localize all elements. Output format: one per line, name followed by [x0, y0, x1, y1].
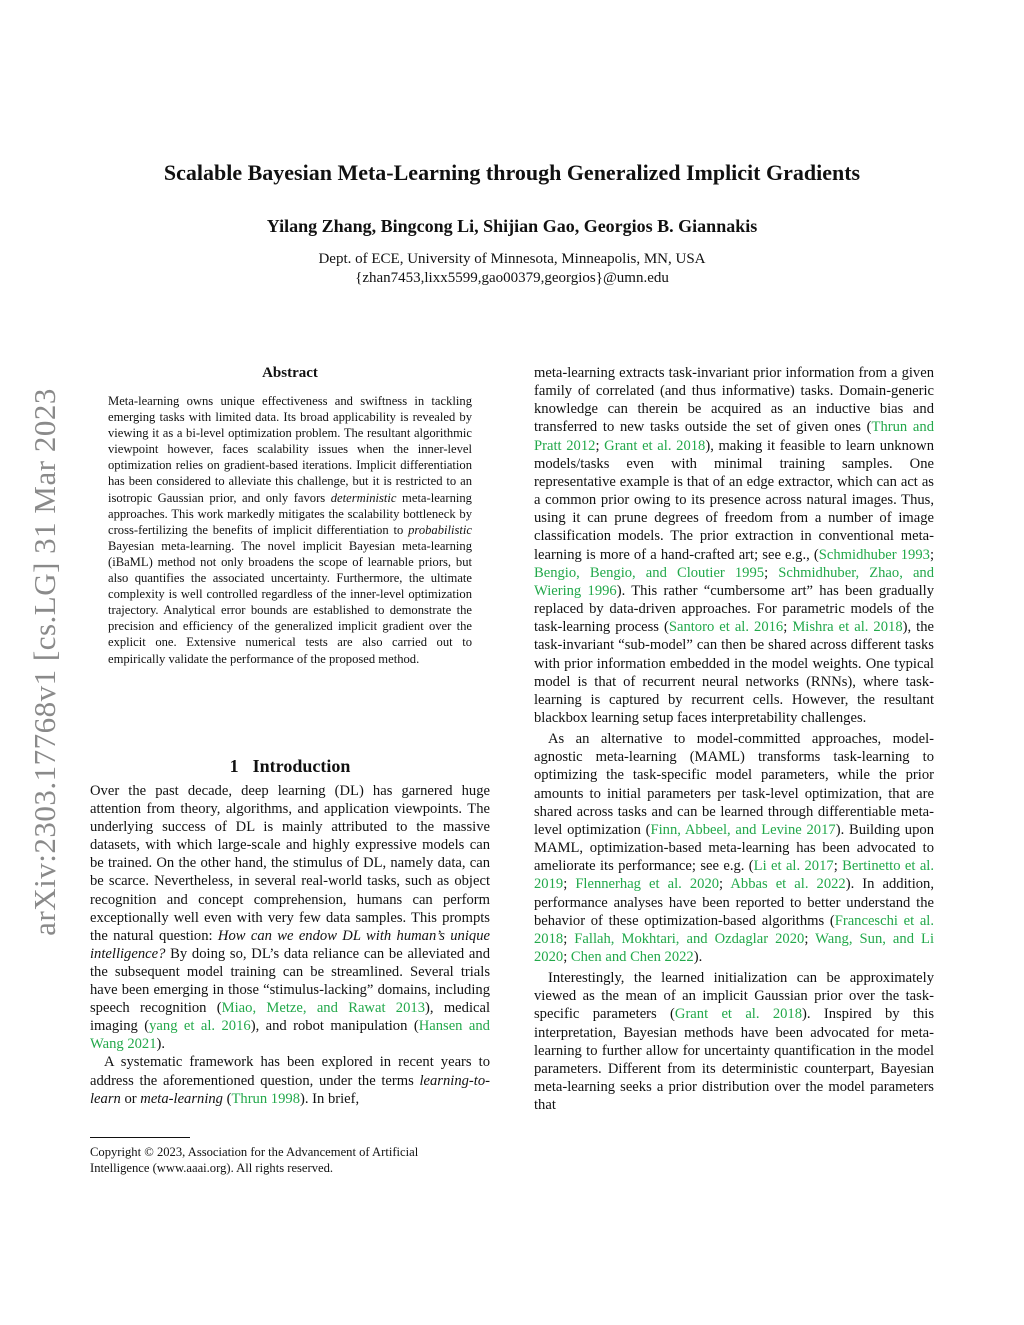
footnote-rule [90, 1137, 190, 1138]
section-heading-introduction [90, 756, 490, 777]
citation-link[interactable]: Chen and Chen 2022 [570, 949, 694, 965]
arxiv-stamp [27, 352, 63, 972]
citation-link[interactable]: Fallah, Mokhtari, and Ozdaglar 2020 [574, 930, 805, 947]
section-title: Introduction [252, 756, 351, 776]
author-list: Yilang Zhang, Bingcong Li, Shijian Gao, Georgios B. Giannakis [266, 216, 758, 236]
left-column-body [90, 782, 490, 1108]
citation-link[interactable]: Bengio, Bengio, and Cloutier 1995 [534, 564, 765, 581]
citation-link[interactable]: Schmidhuber, Zhao, and Wiering 1996 [534, 564, 935, 599]
emphasis: deterministic [330, 490, 397, 505]
paragraph: meta-learning extracts task-invariant prior information from a given family of correlated (and thus informative) tasks. Domain-generic knowledge can therein be acquired as an inductive bias and transferred to new tasks outside the set of given ones (Thrun and Pratt 2012; Grant et al. 2018), making it feasible to learn unknown models/tasks even with minimal training samples. One representative example is that of an edge extractor, which can act as a common prior owing to its presence across natural images. Thus, using it can prune degrees of freedom from a number of image classification models. The prior extraction in conventional meta-learning is more of a hand-crafted art; see e.g., (Schmidhuber 1993; Bengio, Bengio, and Cloutier 1995; Schmidhuber, Zhao, and Wiering 1996). This rather “cumbersome art” has been gradually replaced by data-driven approaches. For parametric models of the task-learning process (Santoro et al. 2016; Mishra et al. 2018), the task-invariant “sub-model” can then be shared across different tasks with prior information embedded in the model weights. One typical model is that of recurrent neural networks (RNNs), where task-learning is captured by recurrent cells. However, the resultant blackbox learning setup faces interpretability challenges. [534, 365, 935, 726]
paragraph: Over the past decade, deep learning (DL) has garnered huge attention from theory, algorithms, and application viewpoints. The underlying success of DL is mainly attributed to the massive datasets, with which large-scale and highly expressive models can be trained. On the other hand, the stimulus of DL, namely data, can be scarce. Nevertheless, in several real-world tasks, such as object recognition and concept comprehension, humans can perform exceptionally well even with very few data samples. This prompts the natural question: How can we endow DL with human’s unique intelligence? By doing so, DL’s data reliance can be alleviated and the subsequent model training can be streamlined. Several trials have been emerging in those “stimulus-lacking” domains, including speech recognition (Miao, Metze, and Rawat 2013), medical imaging (yang et al. 2016), and robot manipulation (Hansen and Wang 2021). [90, 783, 491, 1053]
citation-link[interactable]: Thrun 1998 [231, 1090, 300, 1107]
footnote-line: Copyright © 2023, Association for the Advancement of Artificial [90, 1145, 419, 1159]
footnote-line: Intelligence (www.aaai.org). All rights reserved. [90, 1161, 334, 1175]
author-emails[interactable]: {zhan7453,lixx5599,gao00379,georgios}@umn.edu [355, 270, 669, 286]
citation-link[interactable]: Mishra et al. 2018 [792, 619, 903, 636]
citation-link[interactable]: Flennerhag et al. 2020 [575, 876, 720, 893]
citation-link[interactable]: Hansen and Wang 2021 [90, 1018, 490, 1053]
right-column-body [534, 364, 934, 1114]
section-number: 1 [229, 756, 239, 776]
abstract-paragraph: Meta-learning owns unique effectiveness and swiftness in tackling emerging tasks with limited data. Its broad applicability is revealed by viewing it as a bi-level optimization problem. The resultant algorithmic viewpoint however, faces scalability issues when the inner-level optimization relies on gradient-based iterations. Implicit differentiation has been considered to alleviate this challenge, but it is restricted to an isotropic Gaussian prior, and only favors deterministic meta-learning approaches. This work markedly mitigates the scalability bottleneck by cross-fertilizing the benefits of implicit differentiation to probabilistic Bayesian meta-learning. The novel implicit Bayesian meta-learning (iBaML) method not only broadens the scope of learnable priors, but also quantifies the associated uncertainty. Furthermore, the ultimate complexity is well controlled regardless of the inner-level optimization trajectory. Analytical error bounds are established to demonstrate the precision and efficiency of the generalized implicit gradient over the explicit one. Extensive numerical tests are also carried out to empirically validate the performance of the proposed method. [108, 394, 472, 666]
citation-link[interactable]: Schmidhuber 1993 [818, 546, 930, 563]
emphasis: How can we endow DL with human’s unique intelligence? [90, 927, 490, 962]
abstract-body [108, 393, 472, 667]
citation-link[interactable]: Bertinetto et al. 2019 [534, 858, 935, 893]
paragraph: Interestingly, the learned initialization can be approximately viewed as the mean of an implicit Gaussian prior over the task-specific parameters (Grant et al. 2018). Inspired by this interpretation, Bayesian methods have been advocated for meta-learning to further allow for uncertainty quantification in the model parameters. Different from its deterministic counterpart, Bayesian meta-learning seeks a prior distribution over the model parameters that [534, 970, 934, 1114]
citation-link[interactable]: yang et al. 2016 [149, 1018, 251, 1035]
citation-link[interactable]: Santoro et al. 2016 [668, 619, 784, 636]
paragraph: A systematic framework has been explored in recent years to address the aforementioned question, under the terms learning-to-learn or meta-learning (Thrun 1998). In brief, [90, 1054, 490, 1107]
citation-link[interactable]: Wang, Sun, and Li 2020 [534, 930, 935, 965]
emphasis: learning-to-learn [90, 1072, 490, 1107]
paper-title: Scalable Bayesian Meta-Learning through Generalized Implicit Gradients [163, 160, 861, 185]
citation-link[interactable]: Franceschi et al. 2018 [534, 912, 934, 947]
citation-link[interactable]: Grant et al. 2018 [604, 437, 706, 454]
arxiv-stamp-text: arXiv:2303.17768v1 [cs.LG] 31 Mar 2023 [27, 388, 62, 936]
affiliation-block [0, 250, 1024, 288]
citation-link[interactable]: Thrun and Pratt 2012 [534, 419, 934, 454]
affiliation: Dept. of ECE, University of Minnesota, Minneapolis, MN, USA [318, 251, 706, 267]
emphasis: probabilistic [408, 522, 472, 537]
paragraph: As an alternative to model-committed approaches, model-agnostic meta-learning (MAML) transforms task-learning to optimizing the task-specific model parameters, while the prior amounts to initial parameters per task-level optimization, that are shared across tasks and can be learned through differentiable meta-level optimization (Finn, Abbeel, and Levine 2017). Building upon MAML, optimization-based meta-learning has been advocated to ameliorate its performance; see e.g. (Li et al. 2017; Bertinetto et al. 2019; Flennerhag et al. 2020; Abbas et al. 2022). In addition, performance analyses have been reported to better understand the behavior of these optimization-based algorithms (Franceschi et al. 2018; Fallah, Mokhtari, and Ozdaglar 2020; Wang, Sun, and Li 2020; Chen and Chen 2022). [534, 731, 935, 965]
abstract-heading: Abstract [262, 365, 318, 381]
copyright-footnote [90, 1144, 490, 1176]
emphasis: meta-learning [140, 1090, 223, 1107]
citation-link[interactable]: Li et al. 2017 [753, 858, 834, 875]
citation-link[interactable]: Finn, Abbeel, and Levine 2017 [650, 821, 836, 838]
citation-link[interactable]: Abbas et al. 2022 [730, 876, 846, 893]
citation-link[interactable]: Miao, Metze, and Rawat 2013 [221, 1000, 425, 1017]
citation-link[interactable]: Grant et al. 2018 [674, 1006, 803, 1023]
